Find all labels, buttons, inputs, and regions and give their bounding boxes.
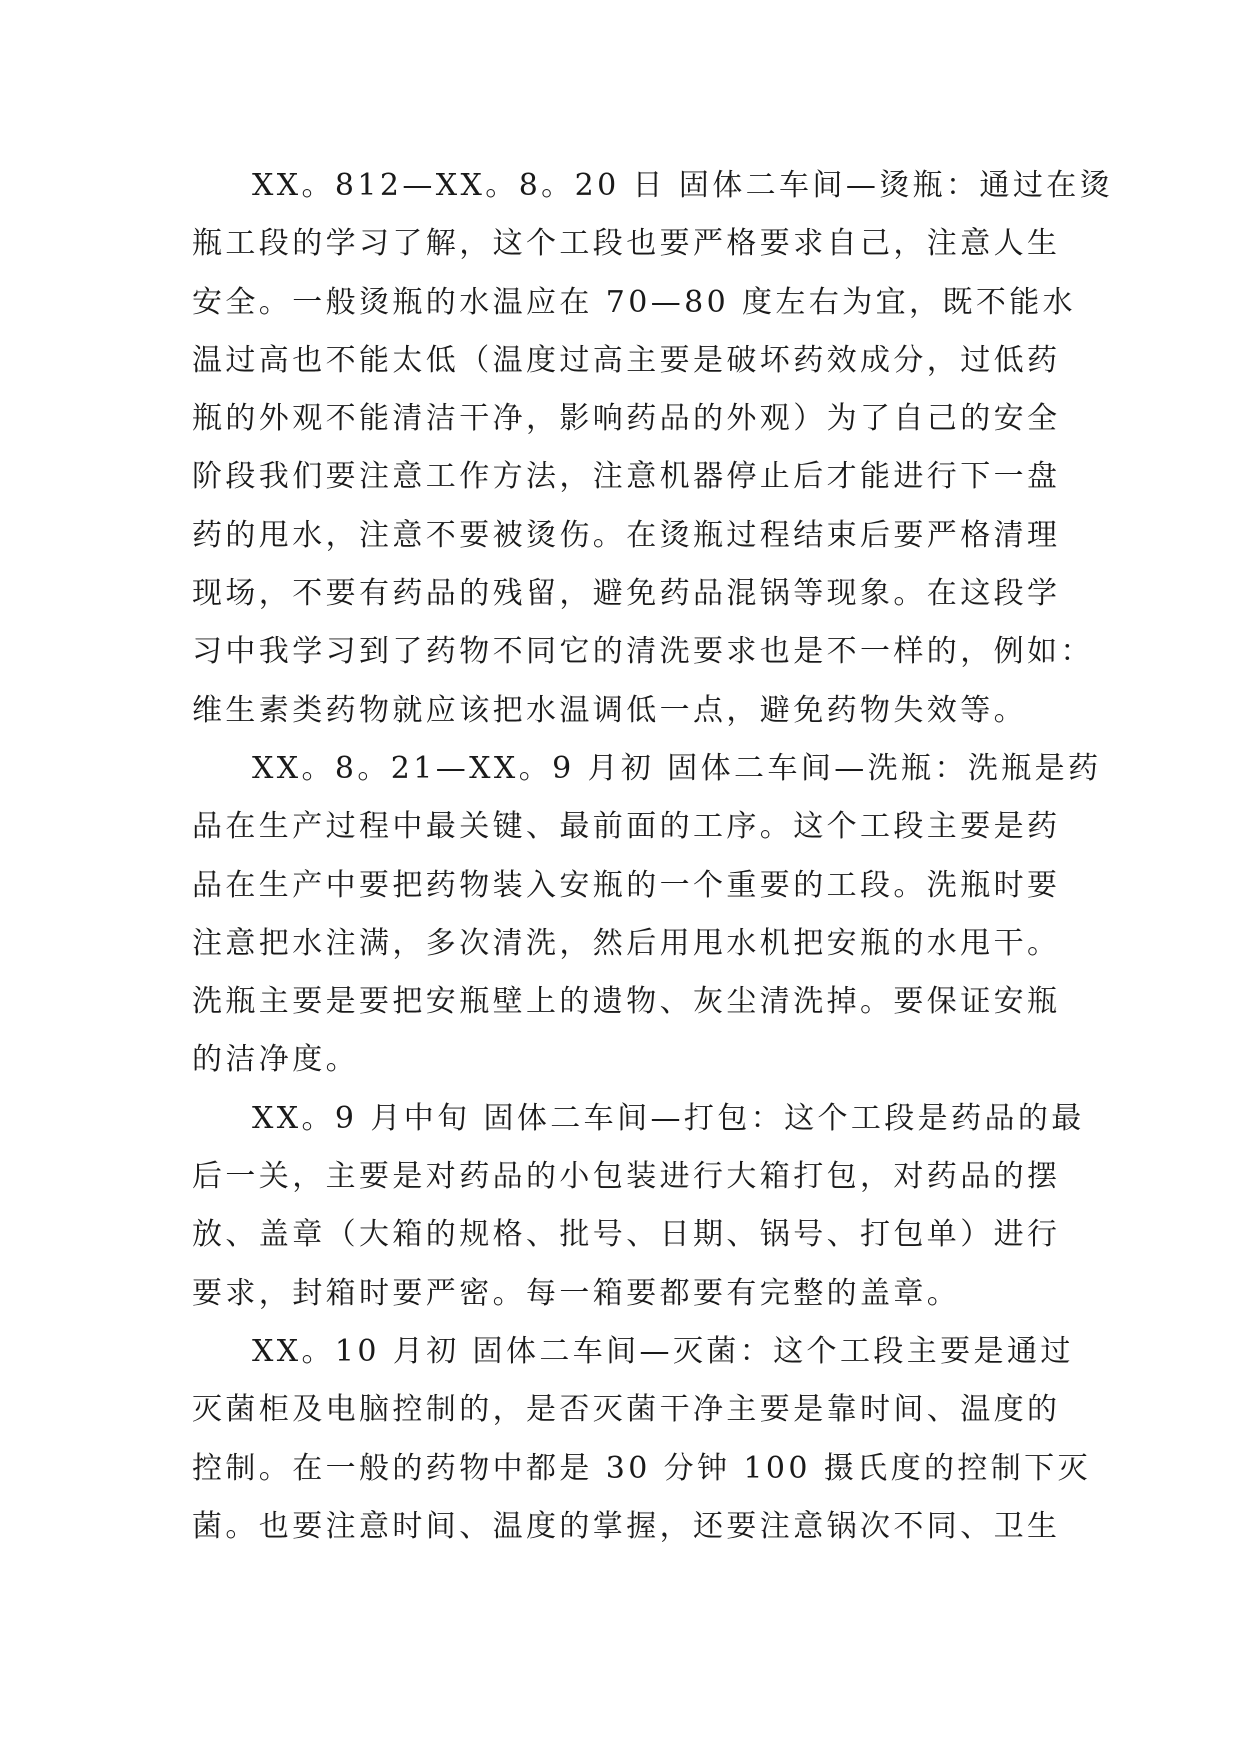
text-line: 后一关，主要是对药品的小包装进行大箱打包，对药品的摆 — [192, 1159, 1061, 1195]
text-line: 品在生产过程中最关键、最前面的工序。这个工段主要是药 — [192, 809, 1061, 845]
document-body — [192, 157, 1114, 1556]
text-line: 洗瓶主要是要把安瓶壁上的遗物、灰尘清洗掉。要保证安瓶 — [192, 984, 1061, 1020]
text-line: 注意把水注满，多次清洗，然后用甩水机把安瓶的水甩干。 — [192, 925, 1061, 961]
text-line: 温过高也不能太低（温度过高主要是破坏药效成分，过低药 — [192, 342, 1061, 378]
paragraph-sterilization — [192, 1323, 1092, 1556]
text-line: 灭菌柜及电脑控制的，是否灭菌干净主要是靠时间、温度的 — [192, 1392, 1061, 1428]
text-line: XX。812—XX。8。20 日 固体二车间—烫瓶：通过在烫 — [252, 168, 1114, 203]
paragraph-packing — [192, 1090, 1092, 1323]
text-line: XX。9 月中旬 固体二车间—打包：这个工段是药品的最 — [252, 1100, 1085, 1136]
text-line: 维生素类药物就应该把水温调低一点，避免药物失效等。 — [192, 692, 1027, 728]
text-line: 要求，封箱时要严密。每一箱要都要有完整的盖章。 — [192, 1275, 961, 1311]
text-line: 安全。一般烫瓶的水温应在 70—80 度左右为宜，既不能水 — [192, 284, 1077, 320]
text-line: 品在生产中要把药物装入安瓶的一个重要的工段。洗瓶时要 — [192, 867, 1061, 903]
text-line: 阶段我们要注意工作方法，注意机器停止后才能进行下一盘 — [192, 459, 1061, 495]
text-line: 药的甩水，注意不要被烫伤。在烫瓶过程结束后要严格清理 — [192, 517, 1061, 553]
text-line: XX。10 月初 固体二车间—灭菌：这个工段主要是通过 — [252, 1333, 1074, 1369]
text-line: 瓶的外观不能清洁干净，影响药品的外观）为了自己的安全 — [192, 401, 1061, 437]
text-line: 菌。也要注意时间、温度的掌握，还要注意锅次不同、卫生 — [192, 1508, 1061, 1544]
text-line: 现场，不要有药品的残留，避免药品混锅等现象。在这段学 — [192, 576, 1061, 612]
text-line: 瓶工段的学习了解，这个工段也要严格要求自己，注意人生 — [192, 226, 1061, 262]
text-line: XX。8。21—XX。9 月初 固体二车间—洗瓶：洗瓶是药 — [252, 750, 1102, 786]
paragraph-washing-bottles — [192, 740, 1102, 1090]
text-line: 习中我学习到了药物不同它的清洗要求也是不一样的，例如： — [192, 634, 1094, 670]
text-line: 控制。在一般的药物中都是 30 分钟 100 摄氏度的控制下灭 — [192, 1450, 1091, 1486]
text-line: 的洁净度。 — [192, 1042, 359, 1078]
paragraph-ironing-bottles — [192, 157, 1114, 740]
text-line: 放、盖章（大箱的规格、批号、日期、锅号、打包单）进行 — [192, 1217, 1061, 1253]
